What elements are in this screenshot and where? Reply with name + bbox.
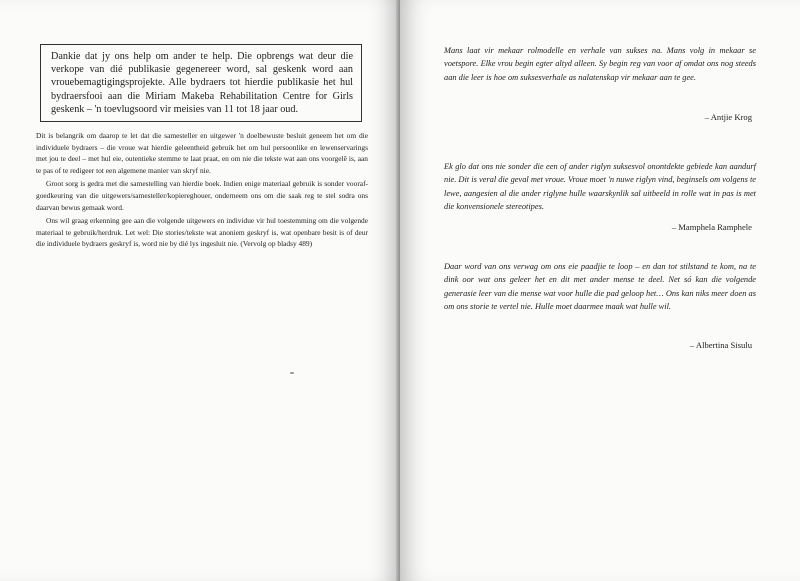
donation-notice-box: Dankie dat jy ons help om ander te help. Die opbrengs wat deur die verkope van dié publikasie gegenereer word, sal geskenk word aan vrouebemagtigingsprojekte. Alle bydraers tot hierdie publikasie het hul bydraersfooi aan die Miriam Makeba Rehabilitation Centre for Girls geskenk – 'n toevlugsoord vir meisies van 11 tot 18 jaar oud. [40,44,362,122]
quote-author-ramphele: – Mamphela Ramphele [671,222,752,232]
quote-text: Ek glo dat ons nie sonder die een of ander riglyn suksesvol onontdekte gebiede kan aandurf nie. Dit is veral die geval met vroue. Vroue moet 'n nuwe riglyn vind, beginsels om volgens te lewe, aangesien al die ander riglyne hulle waarskynlik sal uitbeeld in rolle wat in pas is met die konvensionele stereotipes. [444,162,756,212]
quote-krog [444,44,756,84]
quote-text: Daar word van ons verwag om ons eie paadjie te loop – en dan tot stilstand te kom, na te dink oor wat ons geleer het en dit met ander mense te deel. Net só kan die volgende generasie leer van die mense wat voor hulle die pad geloop het… Ons kan niks meer doen as om ons storie te vertel nie. Hulle moet daarmee maak wat hulle wil. [444,262,756,312]
quote-author-krog: – Antjie Krog [704,112,752,122]
paragraph-editorial-note: Dit is belangrik om daarop te let dat die samesteller en uitgewer 'n doelbewuste besluit geneem het om die individuele bydraers – die vroue wat hierdie geleentheid gebruik het om hul persoonlike en lewenservarings met jou te deel – met hul eie, outentieke stemme te laat praat, en om nie die tekste wat aan ons voorgelê is, aan te pas of te redigeer tot een algemene manier van skryf nie. [36,131,368,175]
quote-ramphele [444,160,756,214]
quote-text: Mans laat vir mekaar rolmodelle en verhale van sukses na. Mans volg in mekaar se voetspore. Elke vrou begin egter altyd alleen. Sy begin reg van voor af omdat ons nog steeds aan die leer is hoe om suksesverhale as nalatenskap vir mekaar aan te gee. [444,46,756,82]
paragraph-permissions: Groot sorg is gedra met die samestelling van hierdie boek. Indien enige materiaal gebruik is sonder voorafgoedkeuring van die uitgewers/samesteller/kopiereghouer, onderneem ons om die saak reg te stel sodra ons daarvan bewus gemaak word. [36,179,368,212]
paragraph-acknowledgements: Ons wil graag erkenning gee aan die volgende uitgewers en individue vir hul toestemming om die volgende materiaal te gebruik/herdruk. Let wel: Die stories/tekste wat anoniem geskryf is, wat openbare besit is of deur die individuele bydraers geskryf is, word nie by dié lys ingesluit nie. (Vervolg op bladsy 489) [36,216,368,249]
page-speck [290,372,294,374]
quote-sisulu [444,260,756,314]
quote-author-sisulu: – Albertina Sisulu [689,340,752,350]
acknowledgement-text [36,130,368,252]
